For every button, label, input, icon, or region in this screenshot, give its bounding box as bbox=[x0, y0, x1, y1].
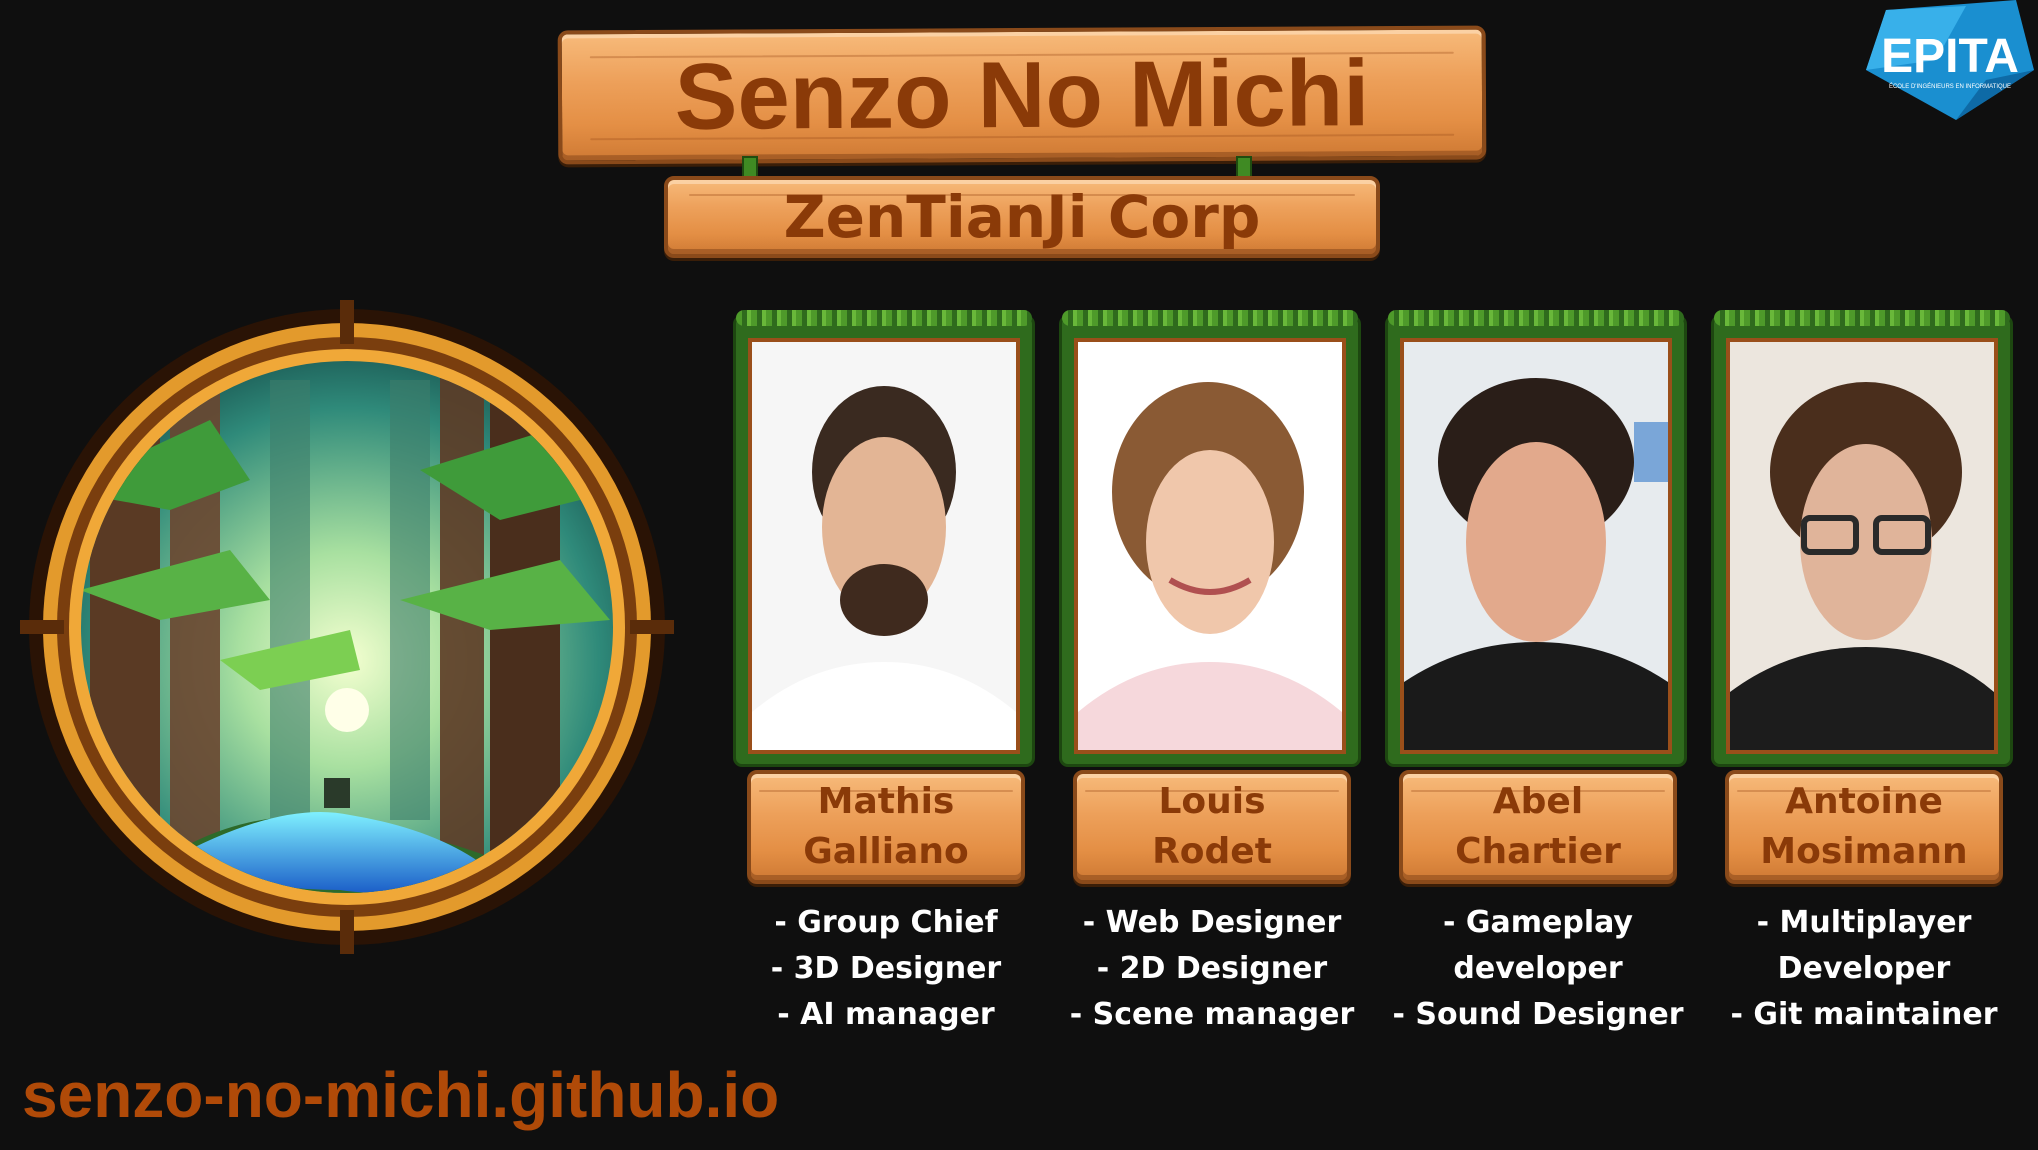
member-roles bbox=[1388, 900, 1688, 1038]
member-role: - Gameplay bbox=[1442, 905, 1633, 940]
member-role: - Sound Designer bbox=[1392, 997, 1684, 1032]
subtitle-sign bbox=[664, 176, 1380, 258]
member-photo bbox=[1726, 338, 1998, 754]
member-name-board bbox=[1725, 770, 2003, 884]
member-photo bbox=[748, 338, 1020, 754]
member-role: - Group Chief bbox=[774, 905, 998, 940]
page-title: Senzo No Michi bbox=[674, 40, 1370, 149]
member-role: - Multiplayer bbox=[1756, 905, 1972, 940]
member-last-name: Rodet bbox=[1152, 831, 1272, 872]
member-photo-frame bbox=[1714, 318, 2010, 764]
member-card bbox=[736, 318, 1036, 1038]
logo-tagline: ÉCOLE D'INGÉNIEURS EN INFORMATIQUE bbox=[1888, 84, 2012, 90]
member-name-board bbox=[1399, 770, 1677, 884]
member-last-name: Mosimann bbox=[1760, 831, 1968, 872]
member-photo bbox=[1074, 338, 1346, 754]
member-first-name: Antoine bbox=[1785, 781, 1943, 822]
member-role: - 3D Designer bbox=[770, 951, 1002, 986]
member-role: Developer bbox=[1777, 951, 1951, 986]
member-card bbox=[1062, 318, 1362, 1038]
member-first-name: Louis bbox=[1158, 781, 1266, 822]
title-sign bbox=[558, 26, 1487, 165]
member-last-name: Galliano bbox=[803, 831, 969, 872]
member-name-board bbox=[747, 770, 1025, 884]
member-role: - Git maintainer bbox=[1730, 997, 1998, 1032]
member-role: - 2D Designer bbox=[1096, 951, 1328, 986]
logo-wordmark: EPITA bbox=[1881, 30, 2019, 83]
forest-river-emblem-icon bbox=[20, 300, 674, 954]
member-first-name: Abel bbox=[1492, 781, 1584, 822]
member-roles bbox=[736, 900, 1036, 1038]
member-photo-frame bbox=[1062, 318, 1358, 764]
member-photo-frame bbox=[1388, 318, 1684, 764]
member-roles bbox=[1062, 900, 1362, 1038]
member-role: developer bbox=[1453, 951, 1623, 986]
member-name-board bbox=[1073, 770, 1351, 884]
member-role: - Scene manager bbox=[1069, 997, 1355, 1032]
member-role: - AI manager bbox=[777, 997, 995, 1032]
member-first-name: Mathis bbox=[817, 781, 955, 822]
member-role: - Web Designer bbox=[1082, 905, 1342, 940]
company-name: ZenTianJi Corp bbox=[783, 183, 1261, 251]
epita-logo bbox=[1846, 0, 2036, 126]
member-photo bbox=[1400, 338, 1672, 754]
member-card bbox=[1388, 318, 1688, 1038]
member-roles bbox=[1714, 900, 2014, 1038]
member-photo-frame bbox=[736, 318, 1032, 764]
member-last-name: Chartier bbox=[1455, 831, 1621, 872]
website-link[interactable]: senzo-no-michi.github.io bbox=[22, 1059, 780, 1131]
member-card bbox=[1714, 318, 2014, 1038]
